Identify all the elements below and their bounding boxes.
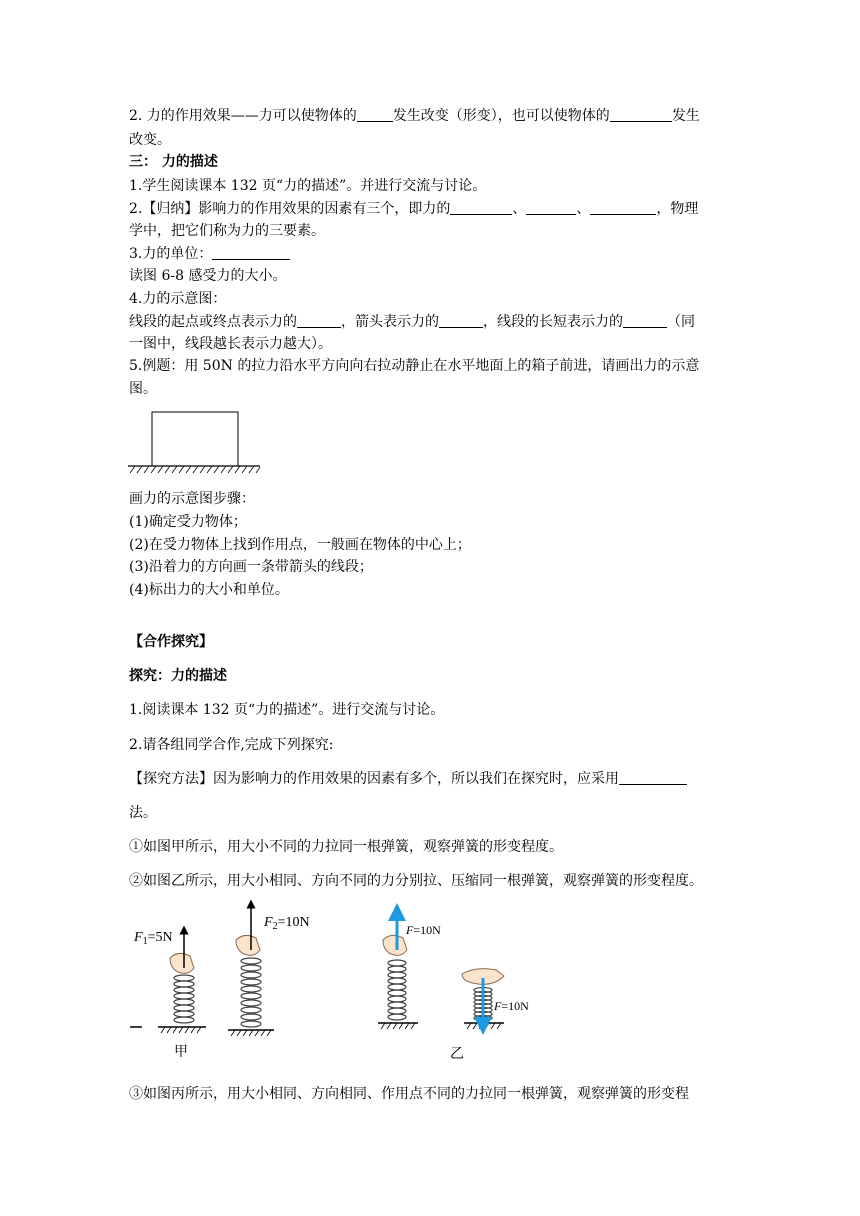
coop-p2: 2.请各组同学合作,完成下列探究: xyxy=(129,737,334,753)
coop-p1: 1.阅读课本 132 页“力的描述”。进行交流与讨论。 xyxy=(129,702,445,718)
box xyxy=(152,412,238,466)
summary-line-2: 学中，把它们称为力的三要素。 xyxy=(129,223,325,239)
item-2-line-1 xyxy=(129,106,700,126)
text: 3.力的单位： xyxy=(129,246,213,262)
text: 发生改变（形变），也可以使物体的 xyxy=(392,108,610,124)
step-2: (2)在受力物体上找到作用点，一般画在物体的中心上； xyxy=(129,537,471,553)
hand-icon xyxy=(170,953,194,973)
example-line-1: 5.例题：用 50N 的拉力沿水平方向向右拉动静止在水平地面上的箱子前进，请画出力的示意 xyxy=(129,358,700,374)
coop-title: 【合作探究】 xyxy=(129,634,213,650)
summary-line-1 xyxy=(129,199,698,219)
ground-hatching xyxy=(130,466,260,473)
spring-1 xyxy=(130,930,206,1033)
blank[interactable] xyxy=(212,245,290,260)
blank[interactable] xyxy=(450,200,512,215)
step-3: (3)沿着力的方向画一条带箭头的线段； xyxy=(129,559,373,575)
item-2-line-2: 改变。 xyxy=(129,132,171,148)
f1-label: $F_1=5N$ xyxy=(134,930,173,947)
f2-label: $F_2=10N$ xyxy=(264,915,310,932)
diagram-heading: 4.力的示意图： xyxy=(129,291,227,307)
text: 2.【归纳】影响力的作用效果的因素有三个，即力的 xyxy=(129,201,451,217)
f3-label: F=10N xyxy=(406,923,441,937)
steps-title: 画力的示意图步骤： xyxy=(129,491,255,507)
spring-3 xyxy=(378,912,441,1029)
blank[interactable] xyxy=(439,313,483,328)
blank[interactable] xyxy=(357,107,393,122)
text: 【探究方法】因为影响力的作用效果的因素有多个，所以我们在探究时，应采用 xyxy=(129,771,619,787)
spring-experiment-figure xyxy=(128,896,548,1066)
text: 发生 xyxy=(671,108,700,124)
jia-description: ①如图甲所示，用大小不同的力拉同一根弹簧，观察弹簧的形变程度。 xyxy=(129,839,563,855)
text: ，线段的长短表示力的 xyxy=(483,314,623,330)
text: 2. 力的作用效果——力可以使物体的 xyxy=(129,108,357,124)
diagram-line-1 xyxy=(129,312,695,332)
step-1: (1)确定受力物体； xyxy=(129,514,247,530)
hand-icon xyxy=(236,935,260,955)
section-heading: 三： 力的描述 xyxy=(129,154,218,170)
text: ，箭头表示力的 xyxy=(341,314,439,330)
step-4: (4)标出力的大小和单位。 xyxy=(129,582,289,598)
blank[interactable] xyxy=(297,313,341,328)
blank[interactable] xyxy=(619,770,687,785)
text: 、 xyxy=(576,201,591,217)
spring-4 xyxy=(462,969,529,1029)
explore-title: 探究：力的描述 xyxy=(129,668,227,684)
text: 、 xyxy=(512,201,527,217)
spring-2 xyxy=(228,904,310,1036)
f4-label: F=10N xyxy=(494,999,529,1013)
blank[interactable] xyxy=(623,313,667,328)
yi-caption: 乙 xyxy=(450,1047,464,1062)
diagram-line-2: 一图中，线段越长表示力越大）。 xyxy=(129,336,332,352)
text: ，物理 xyxy=(656,201,699,217)
text: 线段的起点或终点表示力的 xyxy=(129,314,297,330)
method-line-2: 法。 xyxy=(129,805,157,821)
text: （同 xyxy=(667,314,695,330)
example-line-2: 图。 xyxy=(129,381,157,397)
blank[interactable] xyxy=(590,200,656,215)
unit-line xyxy=(129,244,290,264)
hand-icon xyxy=(383,935,407,955)
blank[interactable] xyxy=(610,107,672,122)
bing-description: ③如图丙所示，用大小相同、方向相同、作用点不同的力拉同一根弹簧，观察弹簧的形变程 xyxy=(129,1086,689,1102)
box-on-ground-figure xyxy=(126,408,262,480)
method-line-1 xyxy=(129,769,687,789)
read-instruction: 1.学生阅读课本 132 页“力的描述”。并进行交流与讨论。 xyxy=(129,178,487,194)
read-figure: 读图 6-8 感受力的大小。 xyxy=(129,268,287,284)
yi-description: ②如图乙所示，用大小相同、方向不同的力分别拉、压缩同一根弹簧，观察弹簧的形变程度。 xyxy=(129,873,703,889)
blank[interactable] xyxy=(526,200,576,215)
jia-caption: 甲 xyxy=(174,1045,188,1060)
